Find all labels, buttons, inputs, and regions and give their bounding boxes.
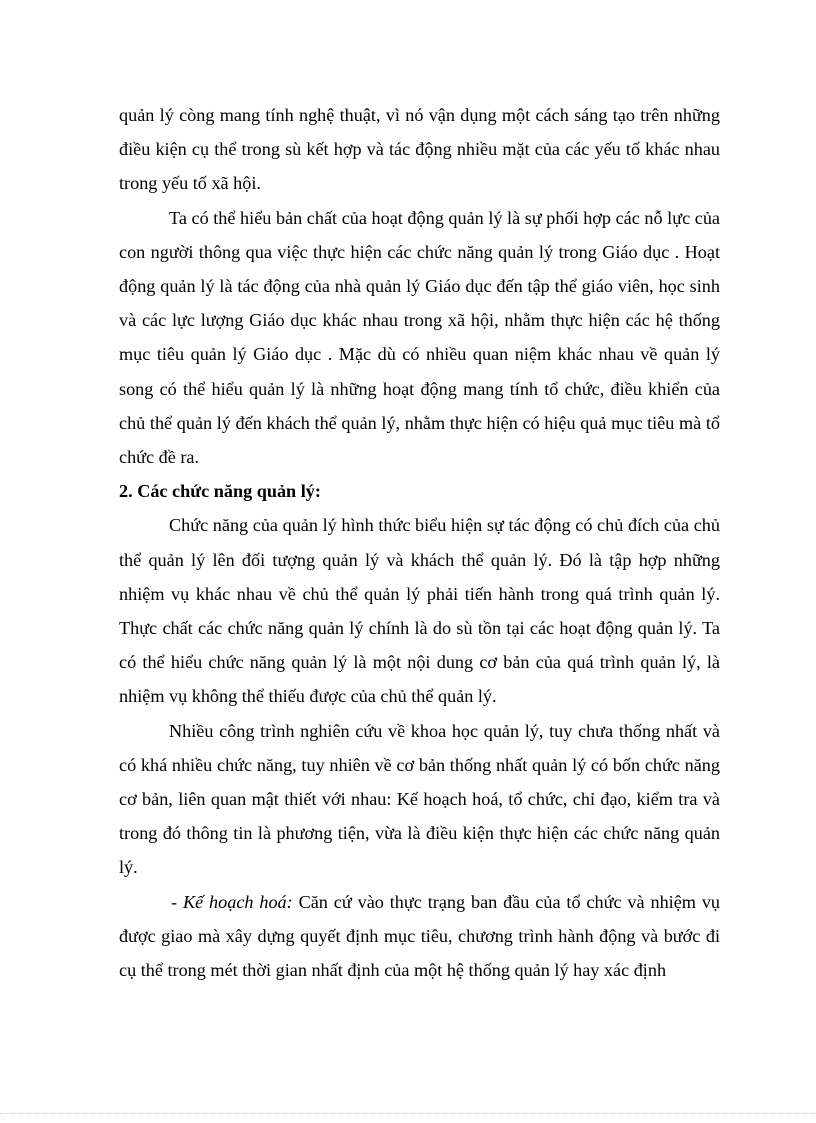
planning-text: Căn cứ vào thực trạng ban đầu của tổ chức và nhiệm vụ được giao mà xây dựng quyết định mục tiêu, chương trình hành động và bước đi cụ thể trong mét thời gian nhất định của một hệ thống quản lý hay xác định — [119, 891, 721, 981]
paragraph-continuation: quản lý còng mang tính nghệ thuật, vì nó vận dụng một cách sáng tạo trên những điều kiện cụ thể trong sù kết hợp và tác động nhiều mặt của các yếu tố khác nhau trong yếu tố xã hội. — [119, 105, 720, 194]
document-body — [119, 98, 720, 987]
planning-label: - Kế hoạch hoá: — [171, 891, 293, 912]
paragraph-four-functions: Nhiều công trình nghiên cứu về khoa học quản lý, tuy chưa thống nhất và có khá nhiều chức năng, tuy nhiên về cơ bản thống nhất quản lý có bốn chức năng cơ bản, liên quan mật thiết với nhau: Kế hoạch hoá, tổ chức, chỉ đạo, kiểm tra và trong đó thông tin là phương tiện, vừa là điều kiện thực hiện các chức năng quản lý. — [119, 720, 720, 878]
section-heading: 2. Các chức năng quản lý: — [119, 481, 321, 502]
paragraph-management-functions: Chức năng của quản lý hình thức biểu hiện sự tác động có chủ đích của chủ thể quản lý lên đối tượng quản lý và khách thể quản lý. Đó là tập hợp những nhiệm vụ khác nhau về chủ thể quản lý phải tiến hành trong quá trình quản lý. Thực chất các chức năng quản lý chính là do sù tồn tại các hoạt động quản lý. Ta có thể hiểu chức năng quản lý là một nội dung cơ bản của quá trình quản lý, là nhiệm vụ không thể thiếu được của chủ thể quản lý. — [119, 515, 720, 707]
page-bottom-divider — [0, 1113, 816, 1114]
paragraph-management-nature: Ta có thể hiểu bản chất của hoạt động quản lý là sự phối hợp các nỗ lực của con người thông qua việc thực hiện các chức năng quản lý trong Giáo dục . Hoạt động quản lý là tác động của nhà quản lý Giáo dục đến tập thể giáo viên, học sinh và các lực lượng Giáo dục khác nhau trong xã hội, nhằm thực hiện các hệ thống mục tiêu quản lý Giáo dục . Mặc dù có nhiều quan niệm khác nhau về quản lý song có thể hiểu quản lý là những hoạt động mang tính tổ chức, điều khiển của chủ thể quản lý đến khách thể quản lý, nhằm thực hiện có hiệu quả mục tiêu mà tổ chức đề ra. — [119, 207, 720, 468]
paragraph-planning — [119, 885, 720, 988]
